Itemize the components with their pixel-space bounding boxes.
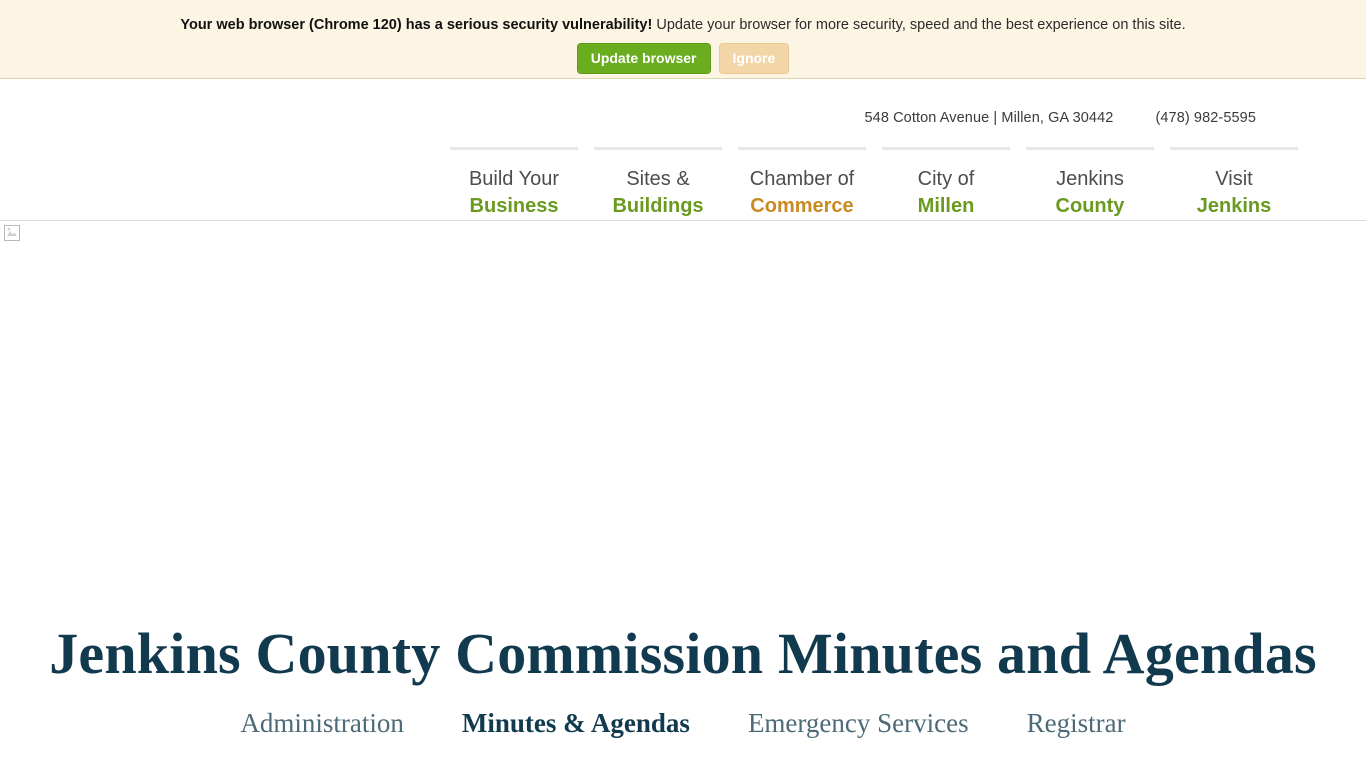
nav-label-line1: Jenkins	[1056, 168, 1124, 190]
subnav-item-registrar[interactable]: Registrar	[1026, 708, 1126, 738]
subnav-item-minutes-and-agendas[interactable]: Minutes & Agendas	[461, 708, 690, 738]
address-text: 548 Cotton Avenue | Millen, GA 30442	[864, 110, 1114, 126]
update-browser-button[interactable]: Update browser	[577, 43, 711, 74]
nav-label-line2: Commerce	[750, 195, 854, 217]
nav-item-visit-jenkins[interactable]	[1170, 147, 1298, 220]
nav-label-line1: Sites &	[626, 168, 690, 190]
nav-label-line2: Millen	[917, 195, 975, 217]
phone-link[interactable]: (478) 982-5595	[1155, 110, 1256, 126]
hero-banner	[0, 220, 1366, 750]
broken-image-icon	[4, 225, 20, 241]
notice-subtext: Update your browser for more security, speed and the best experience on this site.	[652, 17, 1186, 33]
page-title: Jenkins County Commission Minutes and Agendas	[49, 620, 1317, 686]
ignore-button[interactable]: Ignore	[719, 43, 790, 74]
notice-headline: Your web browser (Chrome 120) has a serious security vulnerability!	[180, 17, 653, 33]
nav-label-line1: City of	[917, 168, 975, 190]
subnav-item-emergency-services[interactable]: Emergency Services	[747, 708, 969, 738]
nav-label-line2: Jenkins	[1196, 195, 1272, 217]
browser-update-notice	[0, 0, 1366, 79]
nav-item-build-your-business[interactable]	[450, 147, 578, 220]
contact-info	[0, 79, 1366, 126]
nav-item-sites-and-buildings[interactable]	[594, 147, 722, 220]
site-header	[0, 79, 1366, 220]
nav-label-line1: Visit	[1215, 168, 1253, 190]
nav-item-city-of-millen[interactable]	[882, 147, 1010, 220]
nav-label-line1: Chamber of	[749, 168, 855, 190]
nav-item-chamber-of-commerce[interactable]	[738, 147, 866, 220]
nav-label-line2: Buildings	[612, 195, 704, 217]
primary-navigation	[0, 147, 1366, 220]
section-navigation	[0, 708, 1366, 739]
nav-label-line2: Business	[469, 195, 559, 217]
nav-label-line1: Build Your	[468, 168, 560, 190]
notice-button-group	[0, 43, 1366, 74]
nav-label-line2: County	[1055, 195, 1125, 217]
nav-item-jenkins-county[interactable]	[1026, 147, 1154, 220]
notice-message	[0, 0, 1366, 34]
subnav-item-administration[interactable]: Administration	[240, 708, 404, 738]
